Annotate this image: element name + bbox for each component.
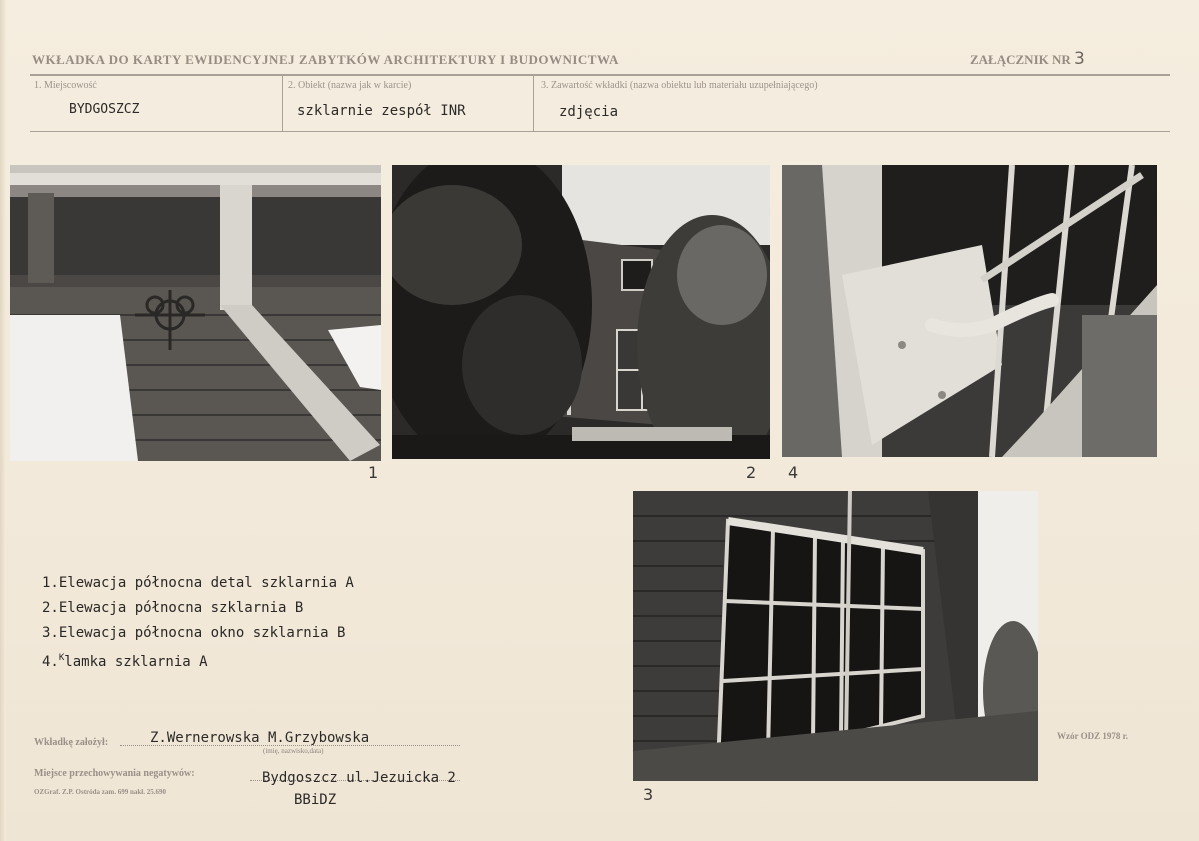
annex-label bbox=[970, 49, 1085, 69]
photo-trees-building bbox=[392, 165, 770, 459]
photo-greenhouse-window bbox=[633, 491, 1038, 781]
caption-1 bbox=[42, 571, 354, 596]
caption-4 bbox=[42, 646, 354, 675]
caption-3 bbox=[42, 621, 354, 646]
caption-4-text: lamka szklarnia A bbox=[64, 654, 208, 670]
photo-drainpipe-image bbox=[10, 165, 381, 461]
photo-number-1: 1 bbox=[368, 463, 379, 482]
place-label: 1. Miejscowość bbox=[34, 80, 97, 91]
founder-value: Z.Wernerowska M.Grzybowska bbox=[150, 730, 370, 746]
content-label: 3. Zawartość wkładki (nazwa obiektu lub materiału uzupełniającego) bbox=[541, 80, 818, 91]
object-label: 2. Obiekt (nazwa jak w karcie) bbox=[288, 80, 412, 91]
form-title: WKŁADKA DO KARTY EWIDENCYJNEJ ZABYTKÓW ARCHITEKTURY I BUDOWNICTWA bbox=[32, 52, 619, 67]
content-value: zdjęcia bbox=[559, 104, 619, 120]
header-rule-bottom bbox=[30, 131, 1170, 132]
storage-value: Bydgoszcz ul.Jezuicka 2 bbox=[262, 770, 456, 786]
photo-drainpipe bbox=[10, 165, 381, 461]
founder-label: Wkładkę założył: bbox=[34, 737, 109, 748]
caption-1-text: Elewacja północna detal szklarnia A bbox=[58, 575, 354, 591]
header-rule-top bbox=[30, 74, 1170, 76]
storage-value-2: BBiDZ bbox=[294, 792, 337, 808]
caption-2-text: Elewacja północna szklarnia B bbox=[58, 600, 304, 616]
photo-number-2: 2 bbox=[746, 463, 757, 482]
caption-3-prefix: 3. bbox=[42, 625, 59, 641]
photo-greenhouse-window-image bbox=[633, 491, 1038, 781]
photo-number-3: 3 bbox=[643, 785, 654, 804]
object-value: szklarnie zespół INR bbox=[297, 103, 466, 119]
caption-1-prefix: 1. bbox=[42, 575, 59, 591]
annex-number: 3 bbox=[1074, 49, 1085, 69]
photo-window-handle-image bbox=[782, 165, 1157, 457]
annex-label-text: ZAŁĄCZNIK NR bbox=[970, 52, 1071, 67]
photo-captions bbox=[42, 571, 354, 675]
model-label: Wzór ODZ 1978 r. bbox=[1057, 731, 1128, 741]
sheet-edge bbox=[0, 0, 6, 841]
caption-4-prefix: 4. bbox=[42, 654, 59, 670]
place-value: BYDGOSZCZ bbox=[69, 102, 140, 117]
caption-2-prefix: 2. bbox=[42, 600, 59, 616]
storage-label: Miejsce przechowywania negatywów: bbox=[34, 768, 195, 779]
field-divider-2 bbox=[533, 76, 534, 131]
photo-trees-building-image bbox=[392, 165, 770, 459]
caption-2 bbox=[42, 596, 354, 621]
field-divider-1 bbox=[282, 76, 283, 131]
photo-window-handle bbox=[782, 165, 1157, 457]
print-info: OZGraf. Z.P. Ostróda zam. 699 nakł. 25.690 bbox=[34, 788, 166, 796]
founder-hint: (imię, nazwisko,data) bbox=[263, 747, 324, 755]
caption-3-text: Elewacja północna okno szklarnia B bbox=[58, 625, 346, 641]
caption-4-sup: K bbox=[58, 653, 65, 663]
photo-number-4: 4 bbox=[788, 463, 799, 482]
